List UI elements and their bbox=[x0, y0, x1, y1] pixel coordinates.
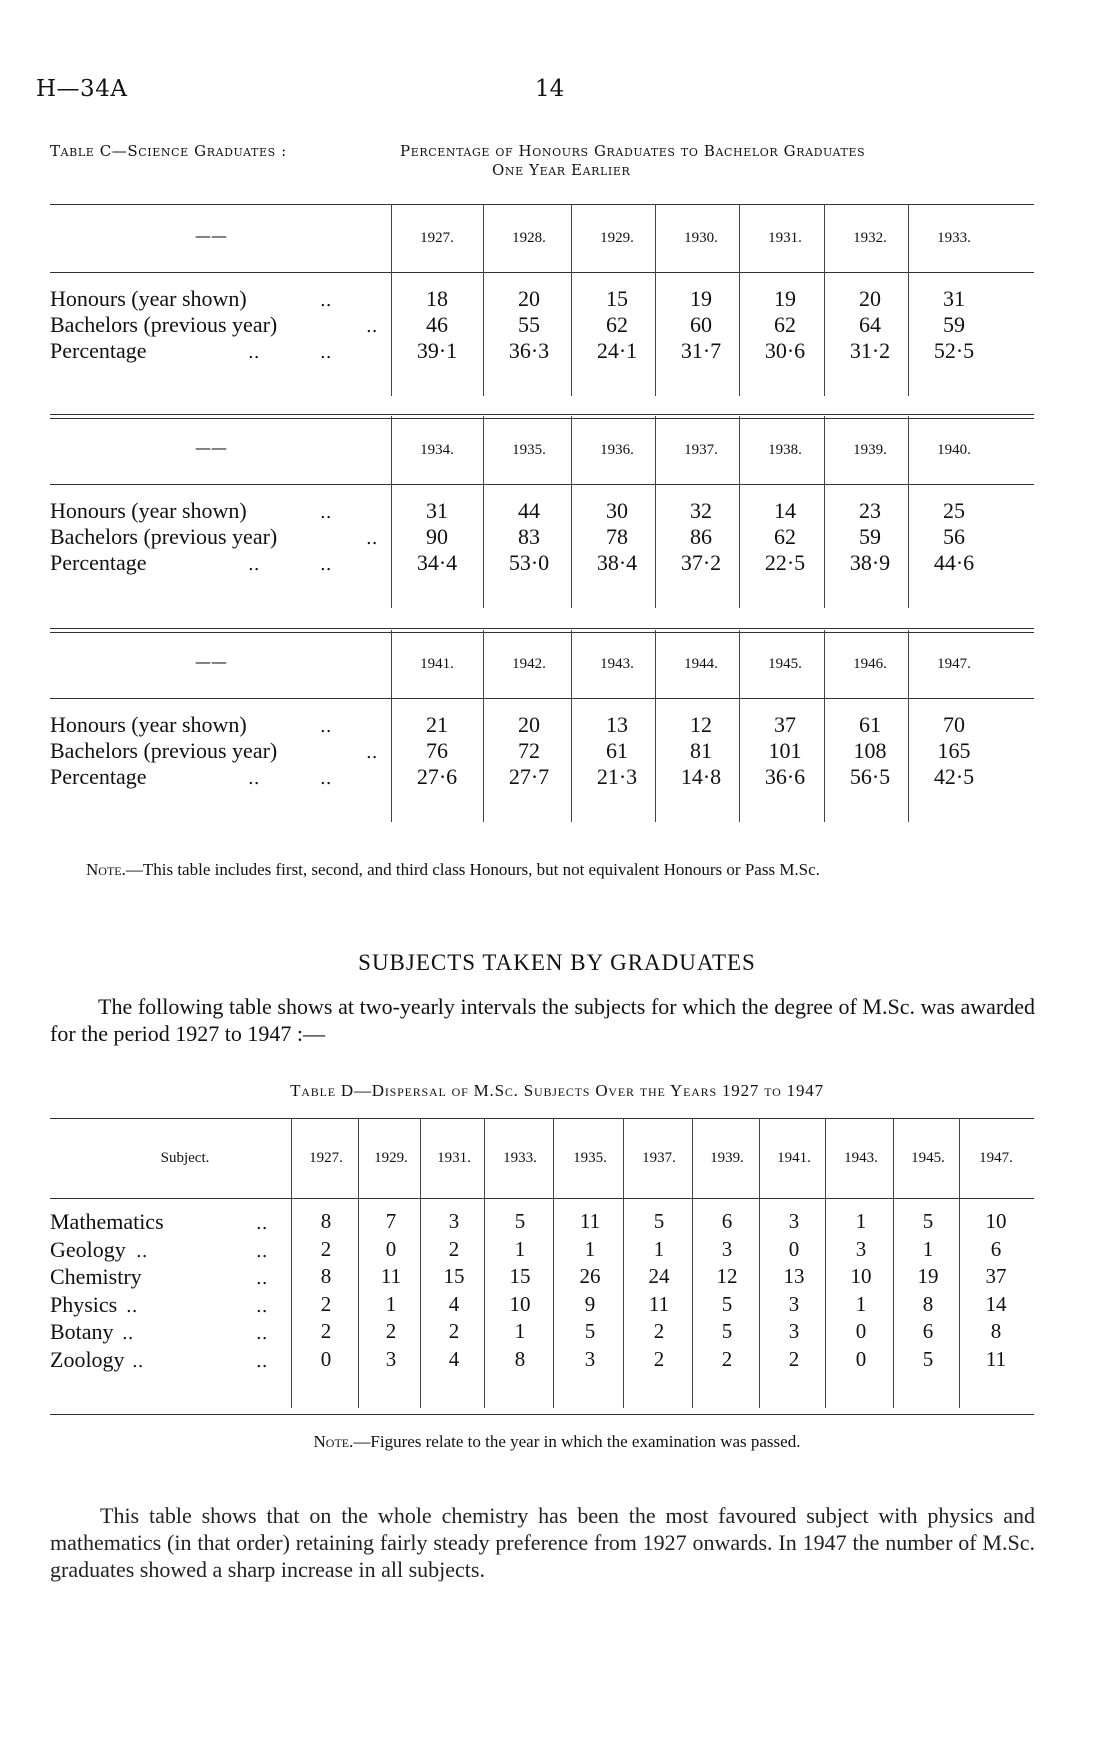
note-text: —This table includes first, second, and third class Honours, but not equivalent Honours or Pass M.Sc. bbox=[125, 860, 820, 879]
table-cell: 13 bbox=[783, 1264, 805, 1289]
intro-paragraph: The following table shows at two-yearly intervals the subjects for which the degree of M.Sc. was awarded for the period 1927 to 1947 :— bbox=[50, 994, 1035, 1046]
rule bbox=[50, 1198, 1034, 1199]
note-label: Note. bbox=[313, 1432, 354, 1451]
table-cell: 90 bbox=[426, 524, 448, 549]
table-d-note bbox=[0, 1432, 1114, 1452]
table-c-block bbox=[50, 204, 1034, 404]
table-c-caption-line2: One Year Earlier bbox=[492, 161, 631, 179]
leader-dots: .. bbox=[256, 1240, 268, 1262]
table-cell: 14 bbox=[985, 1291, 1007, 1316]
subject-label: Zoology bbox=[50, 1347, 125, 1372]
table-cell: 36·3 bbox=[508, 338, 550, 363]
table-c-caption-right: Percentage of Honours Graduates to Bachelor Graduates bbox=[400, 142, 866, 160]
table-cell: 23 bbox=[859, 498, 881, 523]
table-cell: 11 bbox=[579, 1209, 601, 1233]
table-cell: 83 bbox=[518, 524, 540, 549]
table-cell: 0 bbox=[385, 1236, 397, 1261]
table-cell: 10 bbox=[985, 1209, 1007, 1233]
year-header: 1944. bbox=[684, 656, 718, 672]
table-cell: 32 bbox=[690, 498, 712, 523]
table-cell: 56 bbox=[943, 524, 965, 549]
row-label: Honours (year shown) bbox=[50, 286, 247, 311]
year-header: 1939. bbox=[710, 1150, 744, 1166]
table-cell: 15 bbox=[509, 1264, 531, 1289]
table-cell: 24·1 bbox=[596, 338, 638, 363]
table-cell: 30 bbox=[606, 498, 628, 523]
leader-dots: .. bbox=[248, 768, 260, 789]
section-heading: SUBJECTS TAKEN BY GRADUATES bbox=[358, 950, 756, 975]
table-cell: 5 bbox=[653, 1209, 665, 1233]
leader-dots: .. bbox=[320, 502, 332, 523]
table-cell: 1 bbox=[514, 1236, 526, 1261]
leader-dots: .. bbox=[256, 1351, 268, 1372]
table-cell: 31 bbox=[943, 286, 965, 311]
table-cell: 12 bbox=[690, 712, 712, 737]
table-cell: 1 bbox=[584, 1236, 596, 1261]
table-cell: 5 bbox=[922, 1347, 934, 1371]
table-cell: 4 bbox=[448, 1291, 460, 1316]
table-c-note bbox=[86, 859, 1046, 881]
leader-dots: .. bbox=[136, 1240, 148, 1262]
header-dash: —— bbox=[195, 226, 227, 245]
year-header: 1940. bbox=[937, 442, 971, 458]
table-cell: 37 bbox=[985, 1264, 1007, 1289]
table-d-caption: Table D—Dispersal of M.Sc. Subjects Over the Years 1927 to 1947 bbox=[290, 1081, 824, 1100]
table-cell: 3 bbox=[788, 1291, 800, 1316]
table-cell: 55 bbox=[518, 312, 540, 337]
table-cell: 31·2 bbox=[849, 338, 891, 363]
leader-dots: .. bbox=[248, 342, 260, 363]
year-header: 1937. bbox=[684, 442, 718, 458]
table-cell: 3 bbox=[448, 1209, 460, 1233]
table-cell: 10 bbox=[509, 1291, 531, 1316]
table-cell: 12 bbox=[716, 1264, 738, 1289]
year-header: 1933. bbox=[937, 230, 971, 246]
table-cell: 37 bbox=[774, 712, 796, 737]
year-header: 1935. bbox=[573, 1150, 607, 1166]
table-cell: 31·7 bbox=[680, 338, 722, 363]
subject-label: Chemistry bbox=[50, 1264, 142, 1290]
table-cell: 13 bbox=[606, 712, 628, 737]
table-cell: 0 bbox=[855, 1347, 867, 1371]
double-rule bbox=[50, 628, 1034, 633]
table-cell: 108 bbox=[853, 738, 887, 763]
year-header: 1945. bbox=[911, 1150, 945, 1166]
year-header: 1929. bbox=[600, 230, 634, 246]
table-cell: 2 bbox=[721, 1347, 733, 1371]
table-cell: 8 bbox=[922, 1291, 934, 1316]
year-header: 1931. bbox=[437, 1150, 471, 1166]
leader-dots: .. bbox=[256, 1295, 268, 1317]
subject-header: Subject. bbox=[160, 1150, 210, 1166]
row-label: Percentage bbox=[50, 338, 147, 363]
table-cell: 11 bbox=[985, 1347, 1007, 1371]
row-label: Bachelors (previous year) bbox=[50, 312, 278, 337]
document-code: H—34A bbox=[36, 76, 128, 102]
table-cell: 10 bbox=[850, 1264, 872, 1289]
table-cell: 78 bbox=[606, 524, 628, 549]
table-cell: 18 bbox=[426, 286, 448, 311]
year-header: 1947. bbox=[979, 1150, 1013, 1166]
table-cell: 24 bbox=[648, 1264, 670, 1289]
table-cell: 31 bbox=[426, 498, 448, 523]
table-cell: 8 bbox=[320, 1264, 332, 1289]
table-cell: 21 bbox=[426, 712, 448, 737]
table-cell: 1 bbox=[385, 1291, 397, 1316]
year-header: 1946. bbox=[853, 656, 887, 672]
table-c-block bbox=[50, 416, 1034, 616]
table-cell: 14·8 bbox=[680, 764, 722, 789]
subject-label: Physics bbox=[50, 1291, 118, 1317]
table-cell: 6 bbox=[721, 1209, 733, 1233]
double-rule bbox=[50, 414, 1034, 419]
table-cell: 64 bbox=[859, 312, 881, 337]
table-cell: 11 bbox=[648, 1291, 670, 1316]
year-header: 1927. bbox=[309, 1150, 343, 1166]
leader-dots: .. bbox=[256, 1323, 268, 1345]
year-header: 1942. bbox=[512, 656, 546, 672]
table-cell: 59 bbox=[859, 524, 881, 549]
table-cell: 70 bbox=[943, 712, 965, 737]
table-cell: 36·6 bbox=[764, 764, 806, 789]
year-header: 1935. bbox=[512, 442, 546, 458]
table-c-caption-left: Table C—Science Graduates : bbox=[50, 142, 287, 160]
table-cell: 4 bbox=[448, 1347, 460, 1371]
table-cell: 86 bbox=[690, 524, 712, 549]
header-dash: —— bbox=[195, 438, 227, 457]
leader-dots: .. bbox=[132, 1351, 144, 1372]
rule bbox=[50, 204, 1034, 205]
table-cell: 39·1 bbox=[416, 338, 458, 363]
table-cell: 7 bbox=[385, 1209, 397, 1233]
table-cell: 42·5 bbox=[933, 764, 975, 789]
leader-dots: .. bbox=[122, 1323, 134, 1345]
table-cell: 52·5 bbox=[933, 338, 975, 363]
table-cell: 2 bbox=[448, 1319, 460, 1344]
table-cell: 2 bbox=[653, 1319, 665, 1344]
table-c-caption bbox=[50, 142, 866, 179]
table-cell: 8 bbox=[514, 1347, 526, 1371]
table-cell: 0 bbox=[320, 1347, 332, 1371]
rule bbox=[50, 484, 1034, 485]
table-cell: 30·6 bbox=[764, 338, 806, 363]
table-cell: 5 bbox=[514, 1209, 526, 1233]
row-label: Bachelors (previous year) bbox=[50, 524, 278, 549]
leader-dots: .. bbox=[256, 1213, 268, 1234]
table-cell: 19 bbox=[917, 1264, 939, 1289]
row-label: Honours (year shown) bbox=[50, 712, 247, 737]
table-cell: 6 bbox=[990, 1236, 1002, 1261]
table-cell: 2 bbox=[653, 1347, 665, 1371]
table-cell: 61 bbox=[859, 712, 881, 737]
year-header: 1938. bbox=[768, 442, 802, 458]
table-cell: 22·5 bbox=[764, 550, 806, 575]
table-cell: 38·4 bbox=[596, 550, 638, 575]
table-cell: 38·9 bbox=[849, 550, 891, 575]
year-header: 1941. bbox=[777, 1150, 811, 1166]
table-cell: 8 bbox=[320, 1209, 332, 1233]
table-cell: 3 bbox=[855, 1236, 867, 1261]
table-cell: 8 bbox=[990, 1319, 1002, 1344]
table-cell: 0 bbox=[788, 1236, 800, 1261]
table-cell: 59 bbox=[943, 312, 965, 337]
table-cell: 2 bbox=[788, 1347, 800, 1371]
year-header: 1945. bbox=[768, 656, 802, 672]
leader-dots: .. bbox=[256, 1268, 268, 1290]
table-cell: 101 bbox=[768, 738, 802, 763]
table-cell: 3 bbox=[788, 1209, 800, 1233]
table-cell: 6 bbox=[922, 1319, 934, 1344]
table-cell: 61 bbox=[606, 738, 628, 763]
leader-dots: .. bbox=[320, 342, 332, 363]
column-divider bbox=[391, 630, 392, 822]
rule bbox=[50, 698, 1034, 699]
table-cell: 15 bbox=[606, 286, 628, 311]
leader-dots: .. bbox=[366, 316, 378, 337]
table-cell: 3 bbox=[788, 1319, 800, 1344]
year-header: 1934. bbox=[420, 442, 454, 458]
leader-dots: .. bbox=[320, 768, 332, 789]
subject-label: Geology bbox=[50, 1236, 126, 1262]
closing-paragraph: This table shows that on the whole chemistry has been the most favoured subject with physics and mathematics (in that order) retaining fairly steady preference from 1927 onwards. In 1947 the number of M.Sc. graduates showed a sharp increase in all subjects. bbox=[50, 1503, 1035, 1582]
table-cell: 53·0 bbox=[508, 550, 550, 575]
table-cell: 37·2 bbox=[680, 550, 722, 575]
rule bbox=[50, 1414, 1034, 1415]
table-cell: 19 bbox=[690, 286, 712, 311]
table-cell: 20 bbox=[518, 712, 540, 737]
subject-label: Mathematics bbox=[50, 1209, 164, 1234]
year-header: 1929. bbox=[374, 1150, 408, 1166]
table-cell: 3 bbox=[385, 1347, 397, 1371]
table-c-block bbox=[50, 630, 1034, 830]
table-cell: 0 bbox=[855, 1319, 867, 1344]
leader-dots: .. bbox=[320, 554, 332, 575]
year-header: 1943. bbox=[844, 1150, 878, 1166]
year-header: 1937. bbox=[642, 1150, 676, 1166]
column-divider bbox=[483, 416, 484, 608]
row-label: Percentage bbox=[50, 550, 147, 575]
table-cell: 60 bbox=[690, 312, 712, 337]
table-cell: 27·7 bbox=[508, 764, 550, 789]
table-cell: 19 bbox=[774, 286, 796, 311]
table-cell: 2 bbox=[385, 1319, 397, 1344]
year-header: 1936. bbox=[600, 442, 634, 458]
table-cell: 5 bbox=[721, 1319, 733, 1344]
table-cell: 2 bbox=[320, 1291, 332, 1316]
table-cell: 44 bbox=[518, 498, 540, 523]
table-cell: 1 bbox=[514, 1319, 526, 1344]
year-header: 1927. bbox=[420, 230, 454, 246]
table-cell: 2 bbox=[448, 1236, 460, 1261]
table-cell: 11 bbox=[380, 1264, 402, 1289]
table-cell: 25 bbox=[943, 498, 965, 523]
row-label: Percentage bbox=[50, 764, 147, 789]
table-cell: 2 bbox=[320, 1319, 332, 1344]
table-cell: 72 bbox=[518, 738, 540, 763]
column-divider bbox=[483, 630, 484, 822]
table-cell: 81 bbox=[690, 738, 712, 763]
leader-dots: .. bbox=[320, 290, 332, 311]
table-cell: 15 bbox=[443, 1264, 465, 1289]
table-cell: 5 bbox=[721, 1291, 733, 1316]
column-divider bbox=[391, 204, 392, 396]
table-cell: 1 bbox=[855, 1209, 867, 1233]
column-divider bbox=[483, 204, 484, 396]
note-label: Note. bbox=[86, 860, 126, 879]
table-cell: 56·5 bbox=[849, 764, 891, 789]
table-cell: 3 bbox=[721, 1236, 733, 1261]
year-header: 1928. bbox=[512, 230, 546, 246]
table-cell: 9 bbox=[584, 1291, 596, 1316]
table-cell: 62 bbox=[774, 312, 796, 337]
leader-dots: .. bbox=[320, 716, 332, 737]
table-cell: 76 bbox=[426, 738, 448, 763]
table-cell: 27·6 bbox=[416, 764, 458, 789]
table-cell: 20 bbox=[859, 286, 881, 311]
year-header: 1947. bbox=[937, 656, 971, 672]
subject-label: Botany bbox=[50, 1319, 114, 1345]
table-cell: 165 bbox=[937, 738, 971, 763]
note-text: —Figures relate to the year in which the examination was passed. bbox=[353, 1432, 801, 1451]
table-cell: 21·3 bbox=[596, 764, 638, 789]
row-label: Bachelors (previous year) bbox=[50, 738, 278, 763]
header-dash: —— bbox=[195, 652, 227, 671]
leader-dots: .. bbox=[366, 528, 378, 549]
table-cell: 5 bbox=[584, 1319, 596, 1344]
table-cell: 1 bbox=[653, 1236, 665, 1261]
leader-dots: .. bbox=[248, 554, 260, 575]
table-cell: 44·6 bbox=[933, 550, 975, 575]
row-label: Honours (year shown) bbox=[50, 498, 247, 523]
table-cell: 5 bbox=[922, 1209, 934, 1233]
table-cell: 1 bbox=[855, 1291, 867, 1316]
year-header: 1933. bbox=[503, 1150, 537, 1166]
table-cell: 62 bbox=[606, 312, 628, 337]
table-cell: 1 bbox=[922, 1236, 934, 1261]
year-header: 1932. bbox=[853, 230, 887, 246]
table-cell: 14 bbox=[774, 498, 796, 523]
table-cell: 3 bbox=[584, 1347, 596, 1371]
table-cell: 26 bbox=[579, 1264, 601, 1289]
rule bbox=[50, 272, 1034, 273]
table-cell: 20 bbox=[518, 286, 540, 311]
column-divider bbox=[391, 416, 392, 608]
table-d bbox=[50, 1118, 1034, 1418]
year-header: 1930. bbox=[684, 230, 718, 246]
table-cell: 46 bbox=[426, 312, 448, 337]
year-header: 1931. bbox=[768, 230, 802, 246]
page-number: 14 bbox=[535, 76, 565, 102]
column-divider bbox=[291, 1118, 292, 1408]
table-cell: 34·4 bbox=[416, 550, 458, 575]
table-cell: 2 bbox=[320, 1236, 332, 1261]
table-cell: 62 bbox=[774, 524, 796, 549]
leader-dots: .. bbox=[366, 742, 378, 763]
rule bbox=[50, 1118, 1034, 1119]
year-header: 1941. bbox=[420, 656, 454, 672]
year-header: 1939. bbox=[853, 442, 887, 458]
year-header: 1943. bbox=[600, 656, 634, 672]
leader-dots: .. bbox=[126, 1295, 138, 1317]
